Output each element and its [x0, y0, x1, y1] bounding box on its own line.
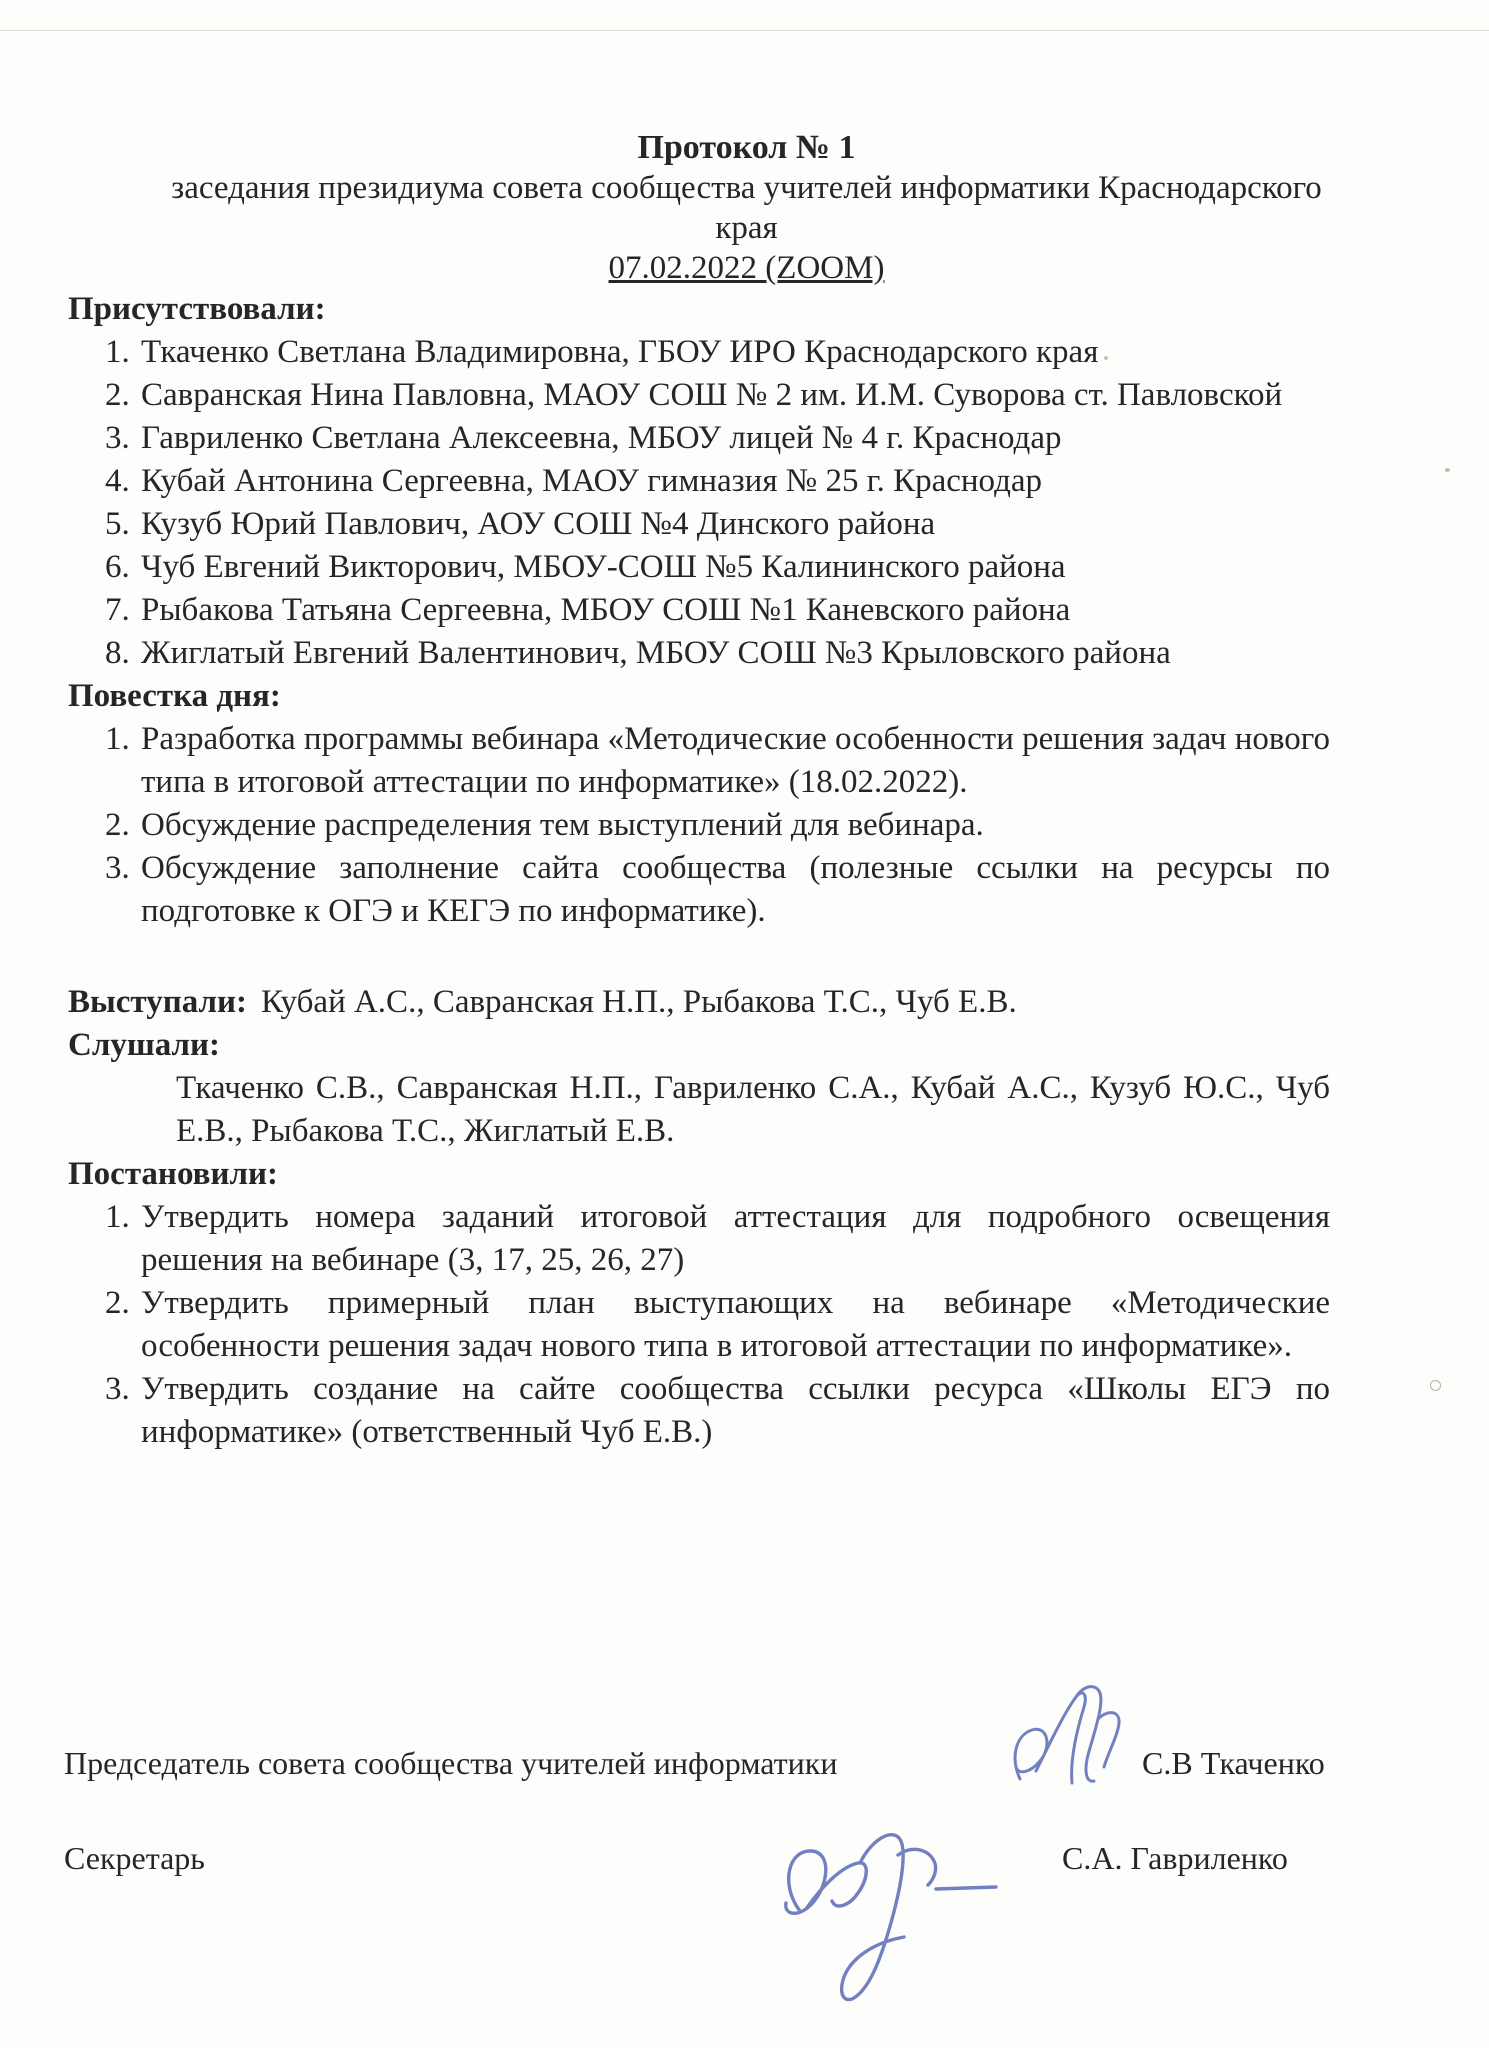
speakers-line [68, 981, 1330, 1024]
attendees-heading: Присутствовали: [68, 291, 326, 327]
attendee-item: Гавриленко Светлана Алексеевна, МБОУ лицей № 4 г. Краснодар [141, 420, 1062, 456]
agenda-item: Разработка программы вебинара «Методические особенности решения задач нового типа в итоговой аттестации по информатике» (18.02.2022). [141, 721, 1330, 800]
speakers-names: Кубай А.С., Савранская Н.П., Рыбакова Т.С., Чуб Е.В. [261, 984, 1017, 1020]
secretary-name: С.А. Гавриленко [1062, 1840, 1288, 1876]
attendee-item: Кубай Антонина Сергеевна, МАОУ гимназия № 25 г. Краснодар [141, 463, 1043, 499]
attendee-item: Чуб Евгений Викторович, МБОУ-СОШ №5 Калининского района [141, 549, 1066, 585]
attendee-item: Ткаченко Светлана Владимировна, ГБОУ ИРО Краснодарского края [141, 334, 1099, 370]
agenda-item: Обсуждение заполнение сайта сообщества (полезные ссылки на ресурсы по подготовке к ОГЭ и КЕГЭ по информатике). [141, 850, 1330, 929]
agenda-item: Обсуждение распределения тем выступлений для вебинара. [141, 807, 984, 843]
speakers-label: Выступали: [68, 984, 248, 1020]
resolution-item: Утвердить примерный план выступающих на вебинаре «Методические особенности решения задач нового типа в итоговой аттестации по информатике». [141, 1285, 1330, 1364]
attendee-item: Савранская Нина Павловна, МАОУ СОШ № 2 им. И.М. Суворова ст. Павловской [141, 377, 1283, 413]
agenda-list [68, 718, 1330, 933]
document-subtitle-line2: края [715, 210, 778, 246]
document-header [68, 128, 1425, 288]
resolution-item: Утвердить создание на сайте сообщества ссылки ресурса «Школы ЕГЭ по информатике» (ответственный Чуб Е.В.) [141, 1371, 1330, 1450]
heard-names: Ткаченко С.В., Савранская Н.П., Гавриленко С.А., Кубай А.С., Кузуб Ю.С., Чуб Е.В., Рыбакова Т.С., Жиглатый Е.В. [176, 1070, 1330, 1149]
chairman-signature-row [64, 1745, 1429, 1782]
attendee-item: Жиглатый Евгений Валентинович, МБОУ СОШ №3 Крыловского района [141, 635, 1171, 671]
chairman-role-label: Председатель совета сообщества учителей информатики [64, 1745, 838, 1781]
resolution-item: Утвердить номера заданий итоговой аттестация для подробного освещения решения на вебинаре (3, 17, 25, 26, 27) [141, 1199, 1330, 1278]
meeting-date: 07.02.2022 (ZOOM) [608, 250, 885, 286]
attendee-item: Рыбакова Татьяна Сергеевна, МБОУ СОШ №1 Каневского района [141, 592, 1071, 628]
chairman-name: С.В Ткаченко [1142, 1745, 1325, 1781]
resolutions-heading: Постановили: [68, 1156, 278, 1192]
heard-heading: Слушали: [68, 1027, 221, 1063]
attendees-list [68, 331, 1330, 675]
agenda-heading: Повестка дня: [68, 678, 281, 714]
secretary-role-label: Секретарь [64, 1840, 205, 1876]
chairman-signature-image [992, 1683, 1142, 1833]
document-subtitle-line1: заседания президиума совета сообщества учителей информатики Краснодарского [171, 170, 1322, 206]
signatures-section [64, 1745, 1429, 2045]
secretary-signature-image [764, 1793, 1014, 2013]
secretary-signature-row [64, 1840, 1429, 1877]
document-title: Протокол № 1 [637, 129, 856, 166]
attendee-item: Кузуб Юрий Павлович, АОУ СОШ №4 Динского района [141, 506, 936, 542]
resolutions-list [68, 1196, 1330, 1454]
